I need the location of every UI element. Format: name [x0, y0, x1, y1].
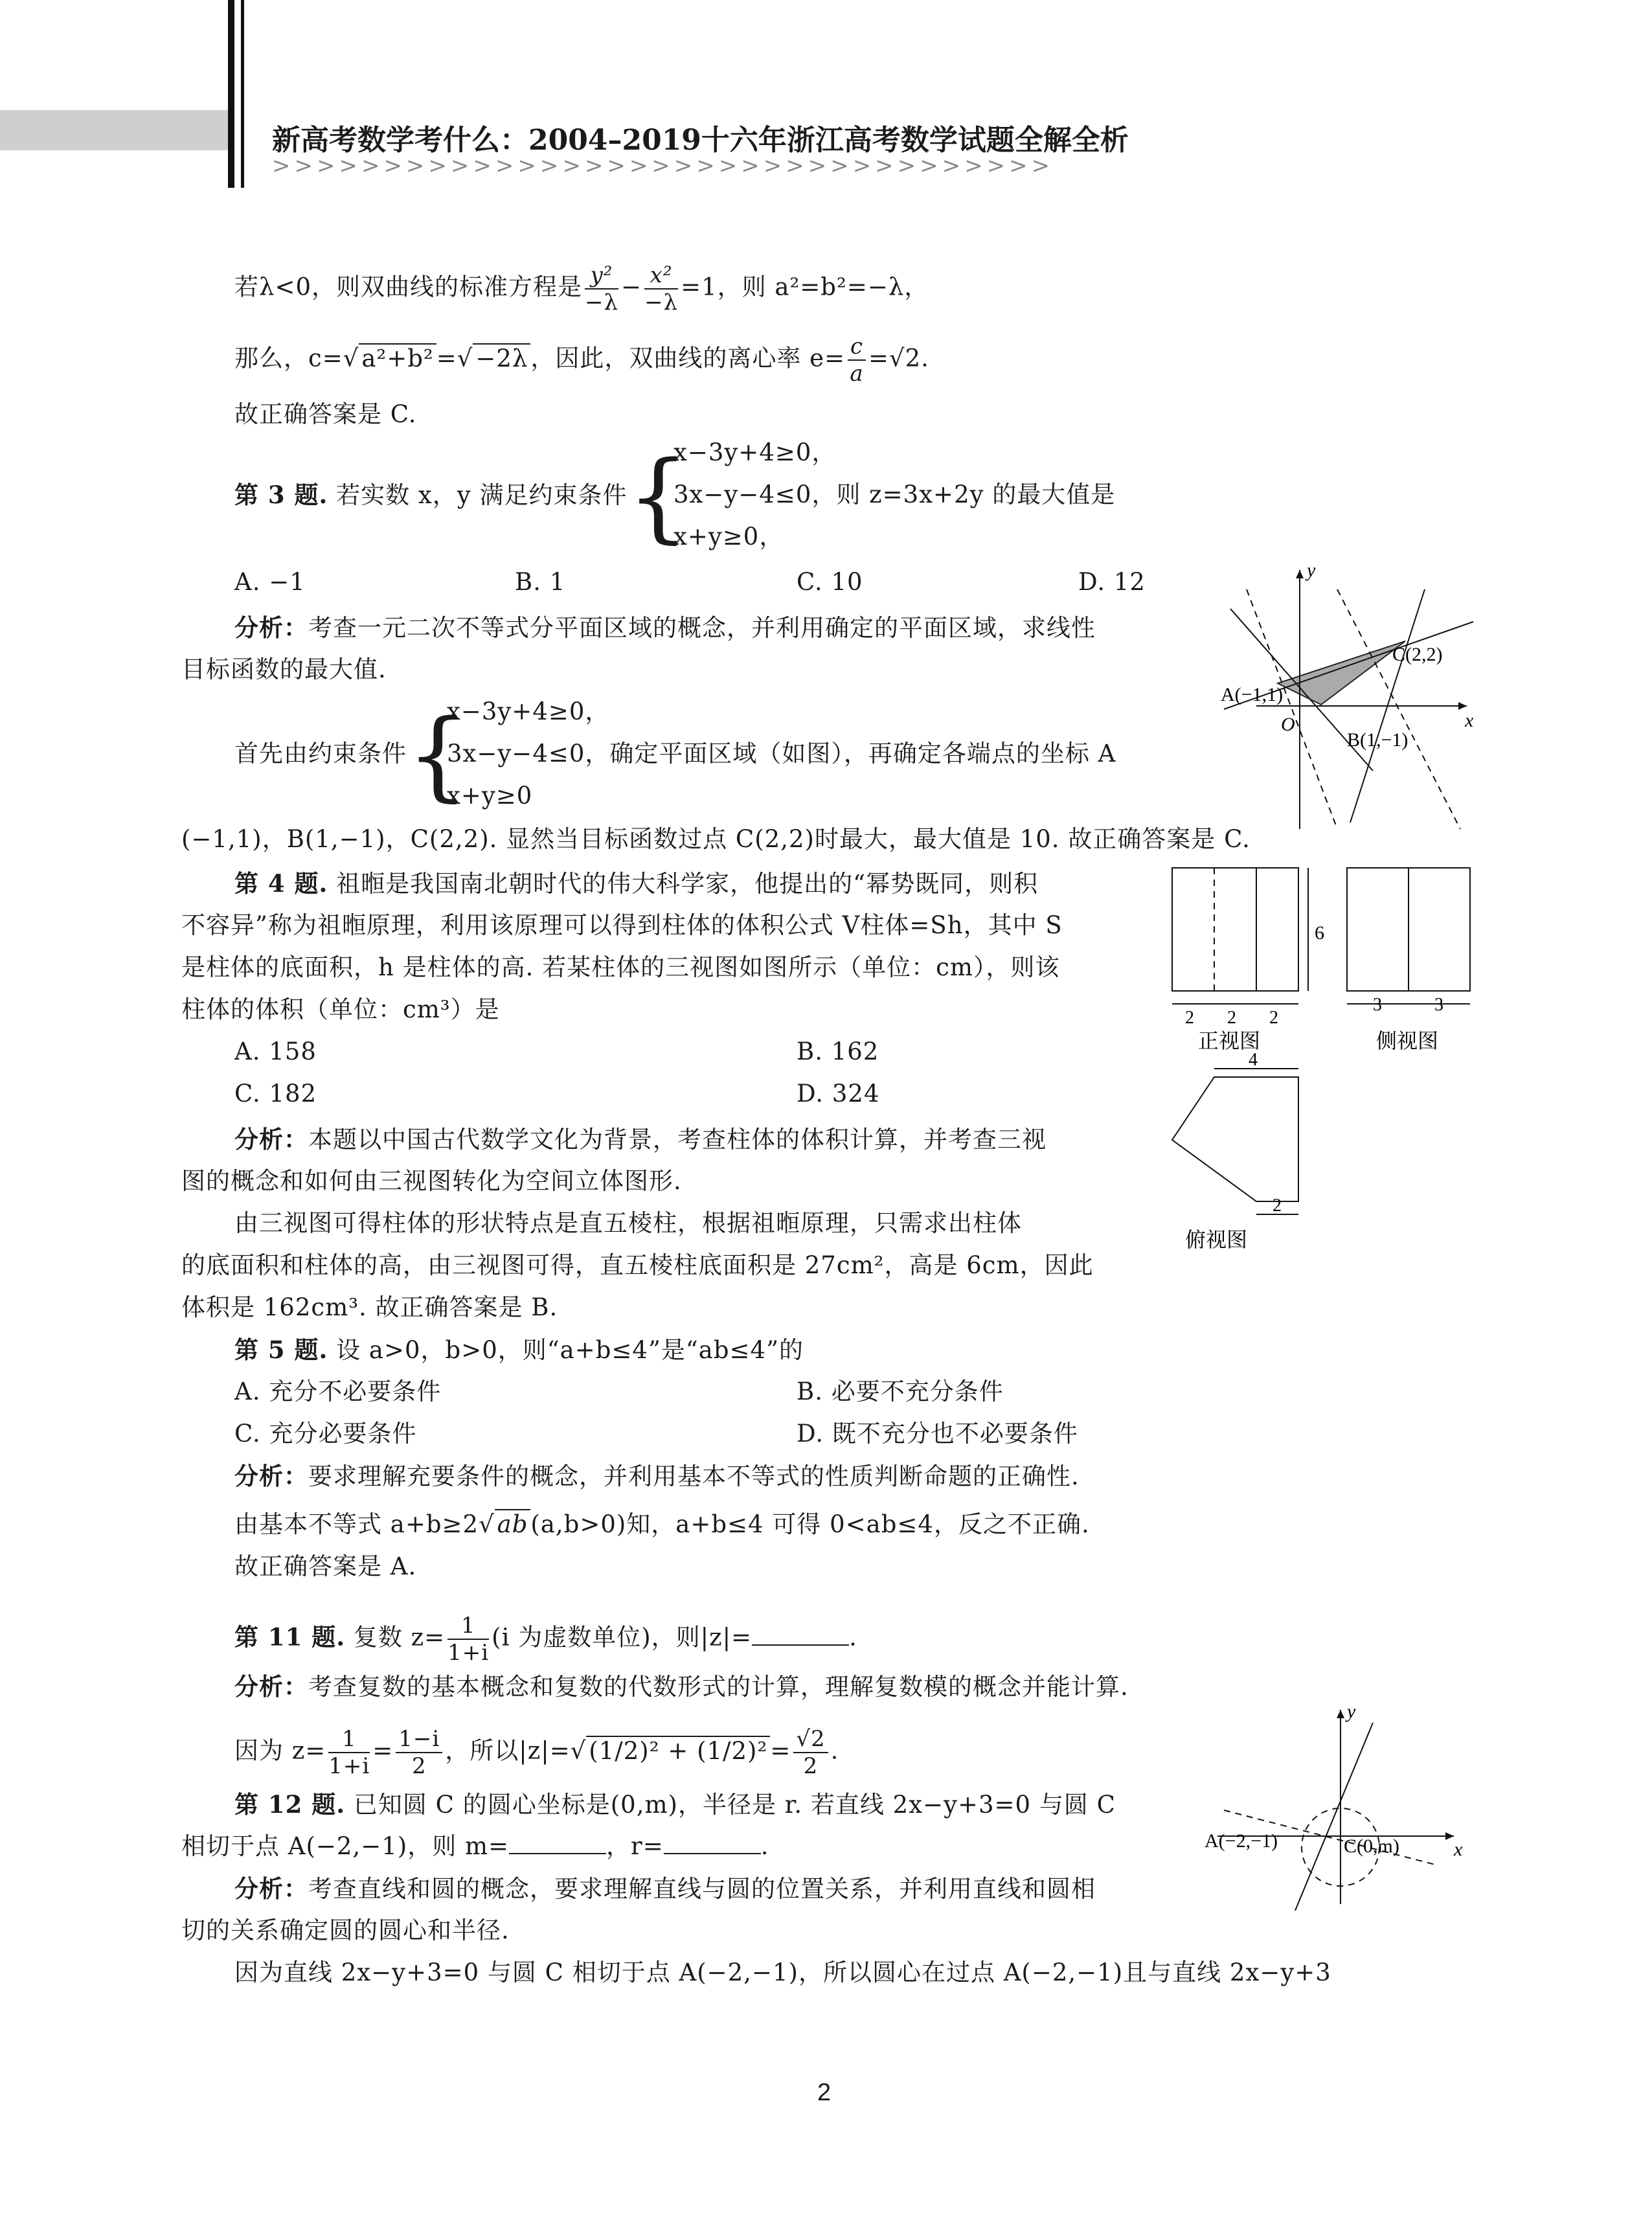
question-3: 第 3 题. 若实数 x，y 满足约束条件{ [234, 440, 690, 554]
q4-analysis: 分析：本题以中国古代数学文化为背景，考查柱体的体积计算，并考查三视 [234, 1125, 1047, 1153]
q5-analysis: 分析：要求理解充要条件的概念，并利用基本不等式的性质判断命题的正确性. [234, 1462, 1080, 1490]
q3-sol-c2: 3x−y−4≤0，确定平面区域（如图），再确定各端点的坐标 A [447, 740, 1116, 767]
q3-constraint-2: 3x−y−4≤0，则 z=3x+2y 的最大值是 [673, 481, 1116, 508]
side-dim-1: 3 [1373, 995, 1382, 1015]
header-gray-bar [0, 110, 228, 150]
top-view-label: 俯视图 [1185, 1227, 1248, 1252]
q3-analysis-cont: 目标函数的最大值. [181, 655, 387, 683]
q3-option-b: B. 1 [515, 568, 566, 596]
question-4: 第 4 题. 祖暅是我国南北朝时代的伟大科学家，他提出的“幂势既同，则积 [234, 869, 1039, 898]
q4-analysis-cont: 图的概念和如何由三视图转化为空间立体图形. [181, 1167, 682, 1195]
front-view-label: 正视图 [1198, 1028, 1261, 1053]
answer-blank-m [509, 1834, 606, 1854]
q12-analysis: 分析：考查直线和圆的概念，要求理解直线与圆的位置关系，并利用直线和圆相 [234, 1874, 1096, 1903]
q3-solution: 首先由约束条件{ [234, 699, 470, 812]
point-c-label: C(2,2) [1392, 644, 1443, 665]
question-11: 第 11 题. 复数 z= $\frac{1}{1+i}$ (i 为虚数单位)，则|z|= . [234, 1613, 857, 1666]
header-title: 新高考数学考什么：2004–2019十六年浙江高考数学试题全解全析 [272, 124, 1129, 157]
q4-line-3: 是柱体的底面积，h 是柱体的高. 若某柱体的三视图如图所示（单位：cm），则该 [181, 953, 1060, 981]
height-label: 6 [1315, 922, 1324, 944]
q5-solution: 由基本不等式 a+b≥2√ ab (a,b>0)知，a+b≤4 可得 0<ab≤4，反之不正确. [234, 1510, 1090, 1538]
question-5: 第 5 题. 设 a>0，b>0，则“a+b≤4”是“ab≤4”的 [234, 1335, 804, 1364]
feasible-region [1278, 641, 1405, 705]
top-dim-bottom: 2 [1273, 1196, 1282, 1216]
q3-option-c: C. 10 [797, 568, 863, 596]
axis-label-x: x [1454, 1839, 1463, 1860]
side-view-label: 侧视图 [1376, 1028, 1439, 1053]
q4-line-2: 不容异”称为祖暅原理，利用该原理可以得到柱体的体积公式 V柱体=Sh，其中 S [181, 911, 1063, 939]
question-12: 第 12 题. 已知圆 C 的圆心坐标是(0,m)，半径是 r. 若直线 2x−y+3=0 与圆 C [234, 1790, 1116, 1819]
q5-conclusion: 故正确答案是 A. [234, 1552, 417, 1580]
text-line: 故正确答案是 C. [234, 400, 417, 428]
q5-option-d: D. 既不充分也不必要条件 [797, 1420, 1078, 1448]
q11-solution: 因为 z= $\frac{1}{1+i}$ = $\frac{1-i}{2}$ ，所以|z|=√ (1/2)² + (1/2)² = $\frac{√2}{2}$ . [234, 1726, 839, 1779]
front-dim-3: 2 [1269, 1008, 1278, 1028]
q3-constraint-1: x−3y+4≥0， [673, 438, 837, 466]
q4-solution-2: 的底面积和柱体的高，由三视图可得，直五棱柱底面积是 27cm²，高是 6cm，因此 [181, 1251, 1094, 1279]
q4-solution-1: 由三视图可得柱体的形状特点是直五棱柱，根据祖暅原理，只需求出柱体 [234, 1209, 1022, 1237]
q5-option-c: C. 充分必要条件 [234, 1420, 417, 1448]
point-a-label: A(−1,1) [1221, 684, 1284, 705]
top-view [1172, 1077, 1298, 1201]
point-b-label: B(1,−1) [1347, 729, 1409, 751]
q4-solution-3: 体积是 162cm³. 故正确答案是 B. [181, 1293, 558, 1321]
answer-blank [752, 1625, 849, 1646]
q3-option-a: A. −1 [234, 568, 306, 596]
q3-constraint-3: x+y≥0， [673, 523, 784, 551]
q4-line-4: 柱体的体积（单位：cm³）是 [181, 995, 500, 1023]
front-view [1172, 868, 1298, 991]
top-dim-width: 4 [1249, 1050, 1258, 1070]
dashed-line-1 [1247, 589, 1337, 829]
answer-blank-r [664, 1834, 761, 1854]
q4-option-c: C. 182 [234, 1080, 317, 1107]
text-line: 那么，c=√ a²+b² =√ −2λ ，因此，双曲线的离心率 e= $\frac{c}{a}$ =√2. [234, 334, 929, 387]
region-diagram [1217, 557, 1489, 835]
q3-analysis: 分析：考查一元二次不等式分平面区域的概念，并利用确定的平面区域，求线性 [234, 613, 1096, 642]
center-c-label: C(0,m) [1344, 1835, 1399, 1857]
origin-label: O [1281, 714, 1295, 735]
q3-sol-c1: x−3y+4≥0， [447, 698, 610, 725]
q11-analysis: 分析：考查复数的基本概念和复数的代数形式的计算，理解复数模的概念并能计算. [234, 1672, 1129, 1701]
dashed-line-2 [1337, 589, 1460, 829]
front-dim-1: 2 [1185, 1008, 1194, 1028]
q12-line-2: 相切于点 A(−2,−1)，则 m= ，r= . [181, 1832, 769, 1860]
page-number: 2 [817, 2079, 832, 2106]
q5-option-a: A. 充分不必要条件 [234, 1378, 442, 1405]
q4-option-d: D. 324 [797, 1080, 880, 1107]
three-view-diagram [1153, 858, 1515, 1273]
header-rule-thin [241, 0, 244, 188]
header-arrow-decoration: >>>>>>>>>>>>>>>>>>>>>>>>>>>>>>>>>>> [272, 153, 1054, 179]
axis-label-y: y [1347, 1701, 1356, 1722]
q3-sol-end: (−1,1)，B(1,−1)，C(2,2). 显然当目标函数过点 C(2,2)时最大，最大值是 10. 故正确答案是 C. [181, 825, 1250, 853]
q3-sol-c3: x+y≥0 [447, 782, 533, 810]
q3-option-d: D. 12 [1078, 568, 1146, 596]
axis-label-y: y [1307, 560, 1316, 581]
tangent-line [1295, 1723, 1373, 1911]
q12-solution: 因为直线 2x−y+3=0 与圆 C 相切于点 A(−2,−1)，所以圆心在过点 A(−2,−1)且与直线 2x−y+3 [234, 1959, 1331, 1986]
q4-option-b: B. 162 [797, 1038, 879, 1065]
front-dim-2: 2 [1227, 1008, 1236, 1028]
q5-option-b: B. 必要不充分条件 [797, 1378, 1004, 1405]
circle-diagram [1205, 1697, 1477, 1911]
q12-analysis-cont: 切的关系确定圆的圆心和半径. [181, 1916, 510, 1944]
point-a-label: A(−2,−1) [1205, 1830, 1278, 1852]
side-dim-2: 3 [1434, 995, 1443, 1015]
header-rule-thick [228, 0, 234, 188]
text-line: 若λ<0，则双曲线的标准方程是 $\frac{\text{y²}}{-\lambda}$ − $\frac{\text{x²}}{-\lambda}$ =1，则 a²=b²=−λ， [234, 262, 929, 315]
axis-label-x: x [1465, 710, 1474, 731]
q4-option-a: A. 158 [234, 1038, 317, 1065]
